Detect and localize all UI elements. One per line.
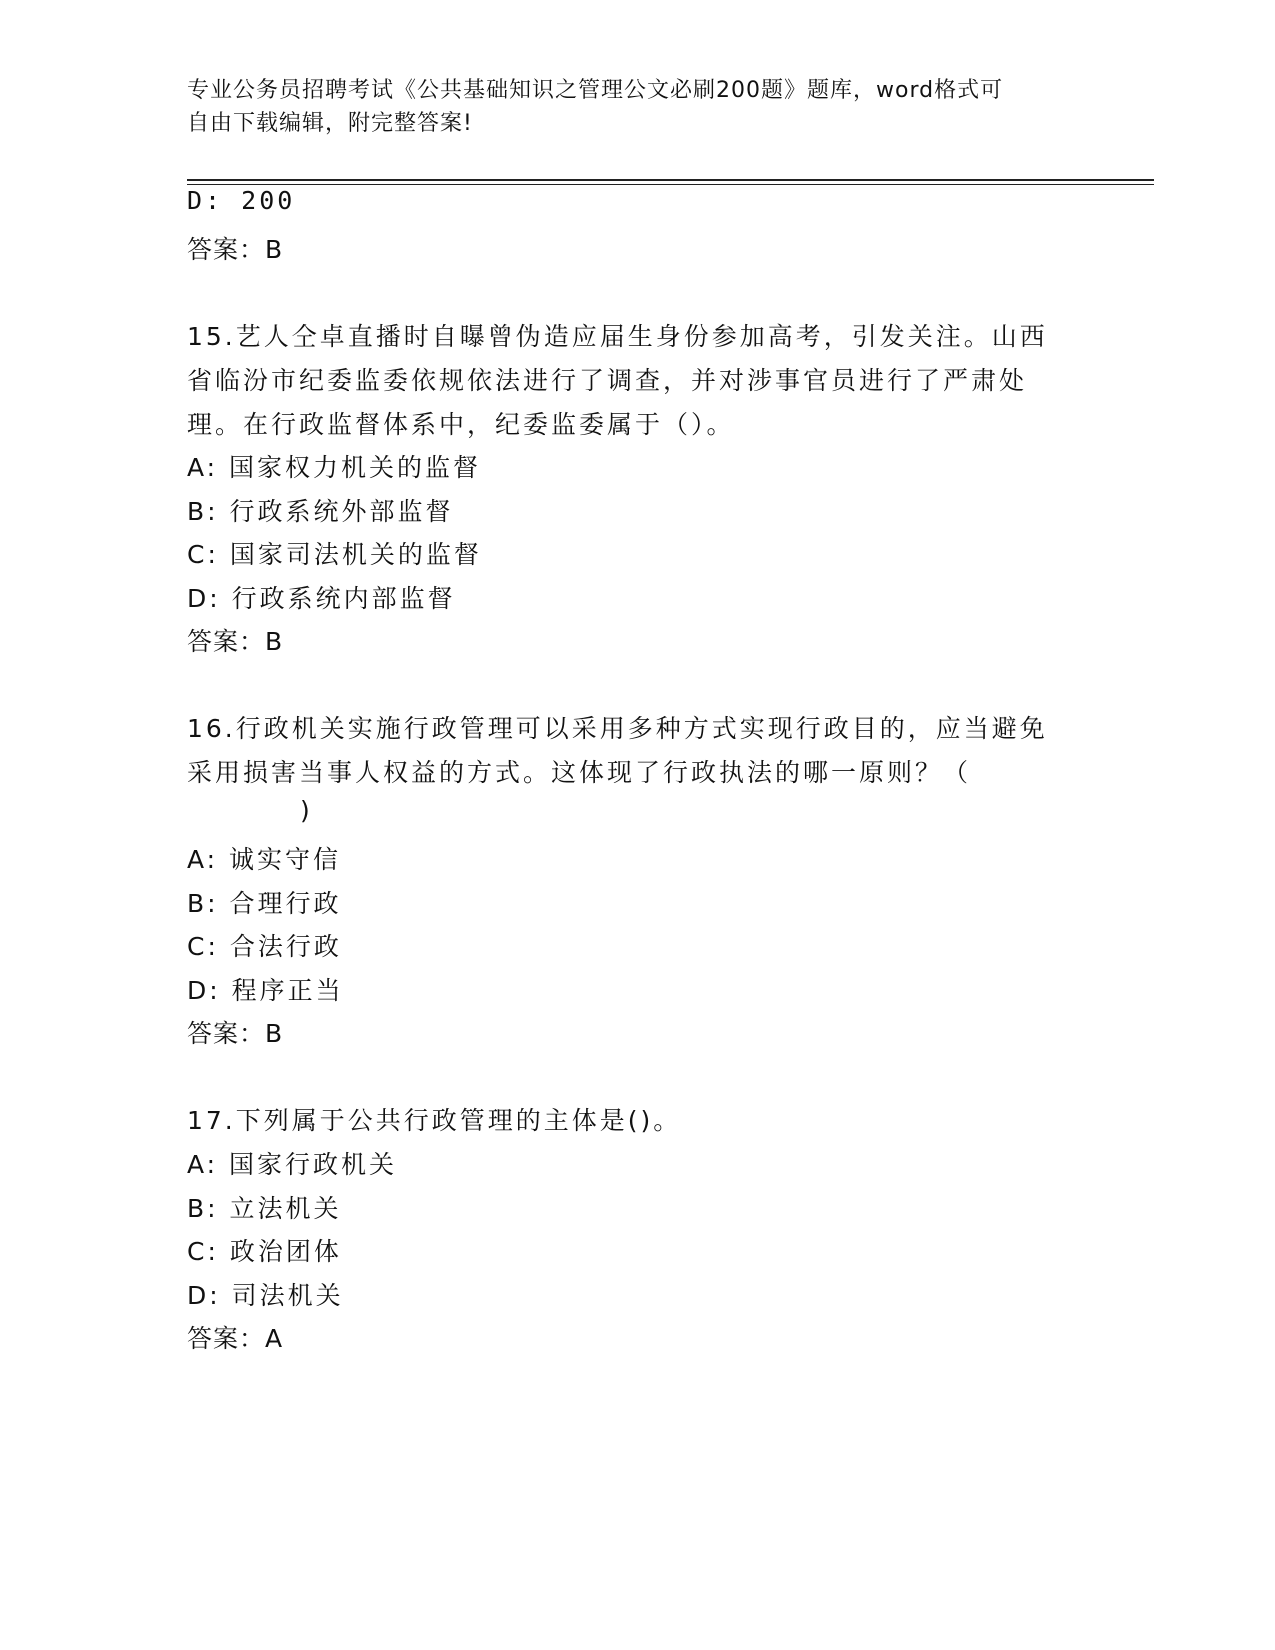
- q17-option-b: B: 立法机关: [187, 1194, 342, 1223]
- q17-option-d: D: 司法机关: [187, 1281, 344, 1310]
- q16-option-b: B: 合理行政: [187, 889, 342, 918]
- q15-option-c: C: 国家司法机关的监督: [187, 540, 482, 569]
- header-divider-thick: [187, 179, 1154, 181]
- prev-option-d: D: 200: [187, 186, 296, 215]
- q17-answer: 答案：A: [187, 1324, 284, 1353]
- q17-option-a: A: 国家行政机关: [187, 1150, 398, 1179]
- q15-option-b: B: 行政系统外部监督: [187, 497, 454, 526]
- q17-stem-line-1: 17.下列属于公共行政管理的主体是()。: [187, 1106, 682, 1135]
- q15-answer: 答案：B: [187, 627, 284, 656]
- header-line-2: 自由下载编辑，附完整答案!: [187, 111, 473, 136]
- q15-stem-line-1: 15.艺人仝卓直播时自曝曾伪造应届生身份参加高考，引发关注。山西: [187, 322, 1048, 351]
- document-header: [187, 74, 1087, 140]
- q16-answer: 答案：B: [187, 1019, 284, 1048]
- q16-stem-line-1: 16.行政机关实施行政管理可以采用多种方式实现行政目的，应当避免: [187, 714, 1048, 743]
- header-line-1: 专业公务员招聘考试《公共基础知识之管理公文必刷200题》题库，word格式可: [187, 78, 1004, 103]
- q17-option-c: C: 政治团体: [187, 1237, 342, 1266]
- prev-answer: 答案：B: [187, 235, 284, 264]
- q16-option-d: D: 程序正当: [187, 976, 344, 1005]
- header-divider-thin: [187, 184, 1154, 185]
- q15-option-d: D: 行政系统内部监督: [187, 584, 456, 613]
- q16-stem-line-2: 采用损害当事人权益的方式。这体现了行政执法的哪一原则？（: [187, 758, 972, 787]
- q16-option-c: C: 合法行政: [187, 932, 342, 961]
- q15-option-a: A: 国家权力机关的监督: [187, 453, 482, 482]
- q15-stem-line-3: 理。在行政监督体系中，纪委监委属于（）。: [187, 410, 735, 439]
- q15-stem-line-2: 省临汾市纪委监委依规依法进行了调查，并对涉事官员进行了严肃处: [187, 366, 1028, 395]
- q16-stem-line-3: ): [300, 796, 313, 825]
- q16-option-a: A: 诚实守信: [187, 845, 342, 874]
